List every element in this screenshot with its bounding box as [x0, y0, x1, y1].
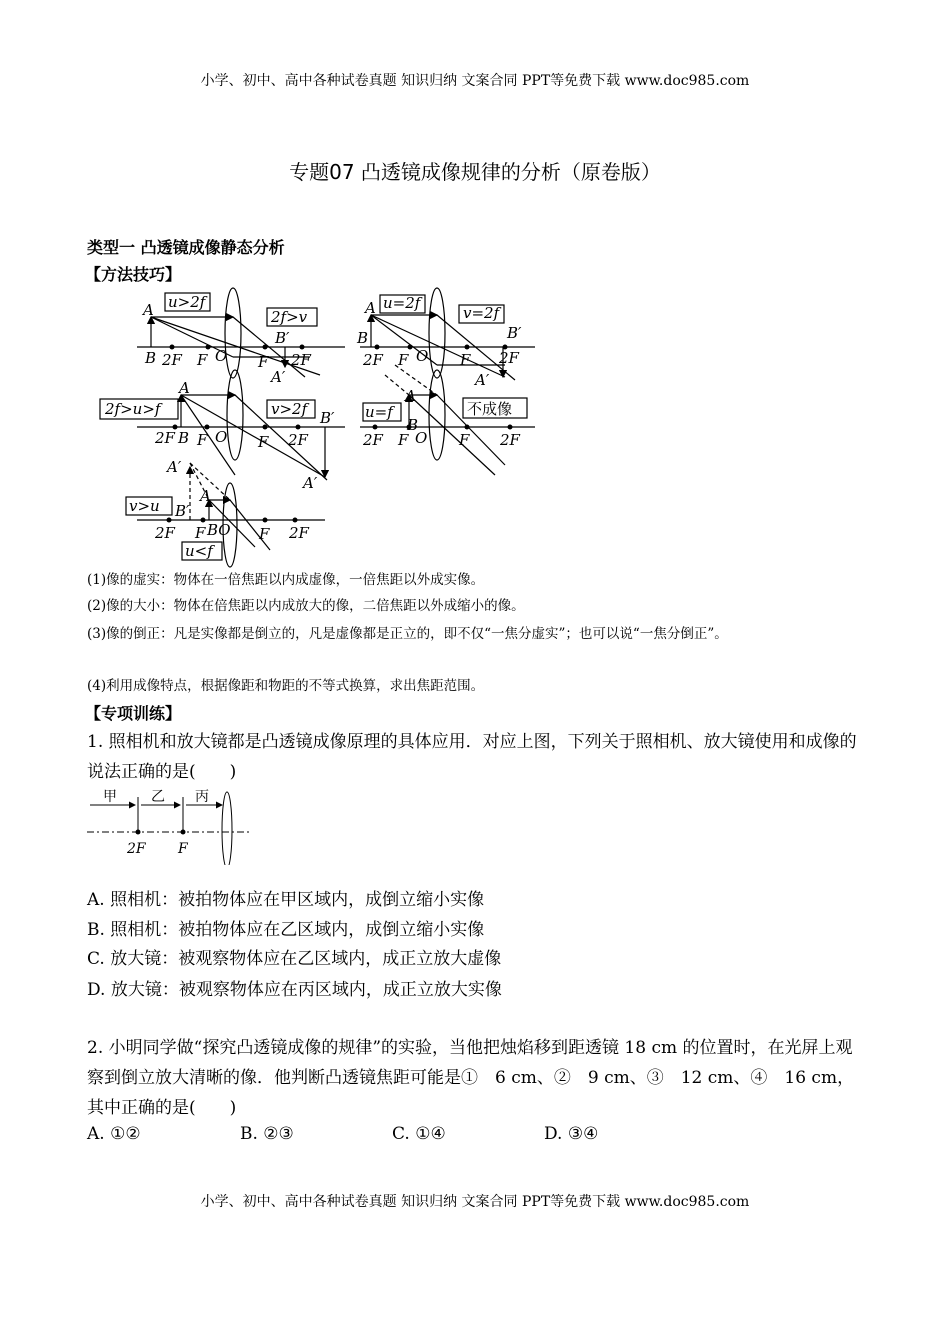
method-heading: 【方法技巧】: [85, 265, 182, 284]
note-2: (2)像的大小：物体在倍焦距以内成放大的像，二倍焦距以外成缩小的像。: [87, 598, 525, 614]
question-1-option-a[interactable]: A. 照相机：被拍物体应在甲区域内，成倒立缩小实像: [87, 890, 485, 910]
label-d2-cond: u=2f: [383, 294, 421, 312]
page-title: 专题07 凸透镜成像规律的分析（原卷版）: [289, 160, 661, 184]
label-2F: 2F: [291, 351, 311, 369]
label-d2-img: v=2f: [463, 304, 500, 322]
note-1: (1)像的虚实：物体在一倍焦距以内成虚像，一倍焦距以外成实像。: [87, 572, 485, 588]
label-2F: 2F: [289, 524, 309, 542]
region-bing-label: 丙: [195, 789, 209, 805]
question-2-option-b[interactable]: B. ②③: [240, 1124, 294, 1144]
label-F: F: [398, 351, 409, 369]
label-A-prime: A′: [475, 371, 490, 389]
label-F: F: [259, 525, 270, 543]
label-B-prime: B′: [320, 409, 335, 427]
question-1-option-b[interactable]: B. 照相机：被拍物体应在乙区域内，成倒立缩小实像: [87, 920, 485, 940]
label-d1-img: 2f>v: [271, 308, 308, 326]
label-O: O: [215, 347, 228, 365]
label-F: F: [459, 431, 470, 449]
label-A: A: [179, 379, 190, 397]
label-d1-cond: u>2f: [168, 293, 206, 311]
region-yi-label: 乙: [151, 789, 165, 805]
question-1-option-d[interactable]: D. 放大镜：被观察物体应在丙区域内，成正立放大实像: [87, 980, 502, 1000]
label-2F: 2F: [288, 431, 308, 449]
lens-ray-diagrams: [95, 285, 545, 570]
training-heading: 【专项训练】: [85, 704, 182, 723]
label-B-prime: B′: [175, 502, 190, 520]
page-footer: 小学、初中、高中各种试卷真题 知识归纳 文案合同 PPT等免费下载 www.doc985.com: [200, 1194, 750, 1210]
label-B-prime: B′: [507, 324, 522, 342]
label-A: A: [200, 487, 211, 505]
label-F: F: [197, 351, 208, 369]
label-B: B: [178, 429, 190, 447]
question-2-option-c[interactable]: C. ①④: [392, 1124, 446, 1144]
label-A: A: [365, 299, 376, 317]
label-A-prime: A′: [271, 368, 286, 386]
label-B: B: [407, 416, 419, 434]
label-2F: 2F: [155, 524, 175, 542]
label-O: O: [215, 428, 228, 446]
label-A-prime: A′: [167, 458, 182, 476]
label-BO: BO: [207, 521, 231, 539]
diagram-2f-greater-u-greater-f: [100, 370, 345, 480]
label-A: A: [143, 301, 154, 319]
region-jia-label: 甲: [103, 789, 117, 805]
label-A-prime: A′: [303, 474, 318, 492]
label-d5-img: u<f: [185, 542, 213, 560]
label-O: O: [416, 347, 429, 365]
label-F: F: [258, 353, 269, 371]
label-B: B: [357, 329, 369, 347]
diagram-u-less-f: [126, 463, 325, 567]
label-2F: 2F: [500, 431, 520, 449]
label-B: B: [145, 349, 157, 367]
label-2F: 2F: [127, 841, 146, 857]
label-2F: 2F: [499, 349, 519, 367]
label-A: A: [405, 387, 416, 405]
label-B-prime: B′: [275, 329, 290, 347]
label-O: O: [415, 429, 428, 447]
question-1-option-c[interactable]: C. 放大镜：被观察物体应在乙区域内，成正立放大虚像: [87, 949, 502, 969]
question-1-figure: [85, 785, 260, 865]
label-d5-cond: v>u: [129, 497, 160, 515]
label-d4-cond: u=f: [365, 403, 393, 421]
label-2F: 2F: [155, 429, 175, 447]
label-F: F: [460, 351, 471, 369]
label-2F: 2F: [363, 351, 383, 369]
label-d4-img: 不成像: [467, 400, 513, 418]
page-header: 小学、初中、高中各种试卷真题 知识归纳 文案合同 PPT等免费下载 www.doc985.com: [200, 73, 750, 89]
note-3: (3)像的倒正：凡是实像都是倒立的，凡是虚像都是正立的，即不仅“一焦分虚实”；也可以说“一焦分倒正”。: [87, 626, 728, 642]
note-4: (4)利用成像特点，根据像距和物距的不等式换算，求出焦距范围。: [87, 678, 485, 694]
label-2F: 2F: [162, 351, 182, 369]
question-2-stem: 2. 小明同学做“探究凸透镜成像的规律”的实验，当他把烛焰移到距透镜 18 cm 的位置时，在光屏上观察到倒立放大清晰的像．他判断凸透镜焦距可能是① 6 cm、② 9 cm、③ 12 cm、④ 16 cm，其中正确的是( ): [87, 1038, 855, 1118]
label-d3-img: v>2f: [271, 400, 308, 418]
label-F: F: [178, 841, 188, 857]
label-F: F: [195, 524, 206, 542]
question-1-stem: 1. 照相机和放大镜都是凸透镜成像原理的具体应用．对应上图，下列关于照相机、放大镜使用和成像的说法正确的是( ): [87, 732, 857, 782]
label-F: F: [258, 433, 269, 451]
label-F: F: [398, 431, 409, 449]
label-d3-cond: 2f>u>f: [105, 400, 161, 418]
section-heading: 类型一 凸透镜成像静态分析: [87, 238, 285, 257]
label-F: F: [197, 431, 208, 449]
label-2F: 2F: [363, 431, 383, 449]
question-2-option-a[interactable]: A. ①②: [87, 1124, 141, 1144]
question-2-option-d[interactable]: D. ③④: [544, 1124, 599, 1144]
